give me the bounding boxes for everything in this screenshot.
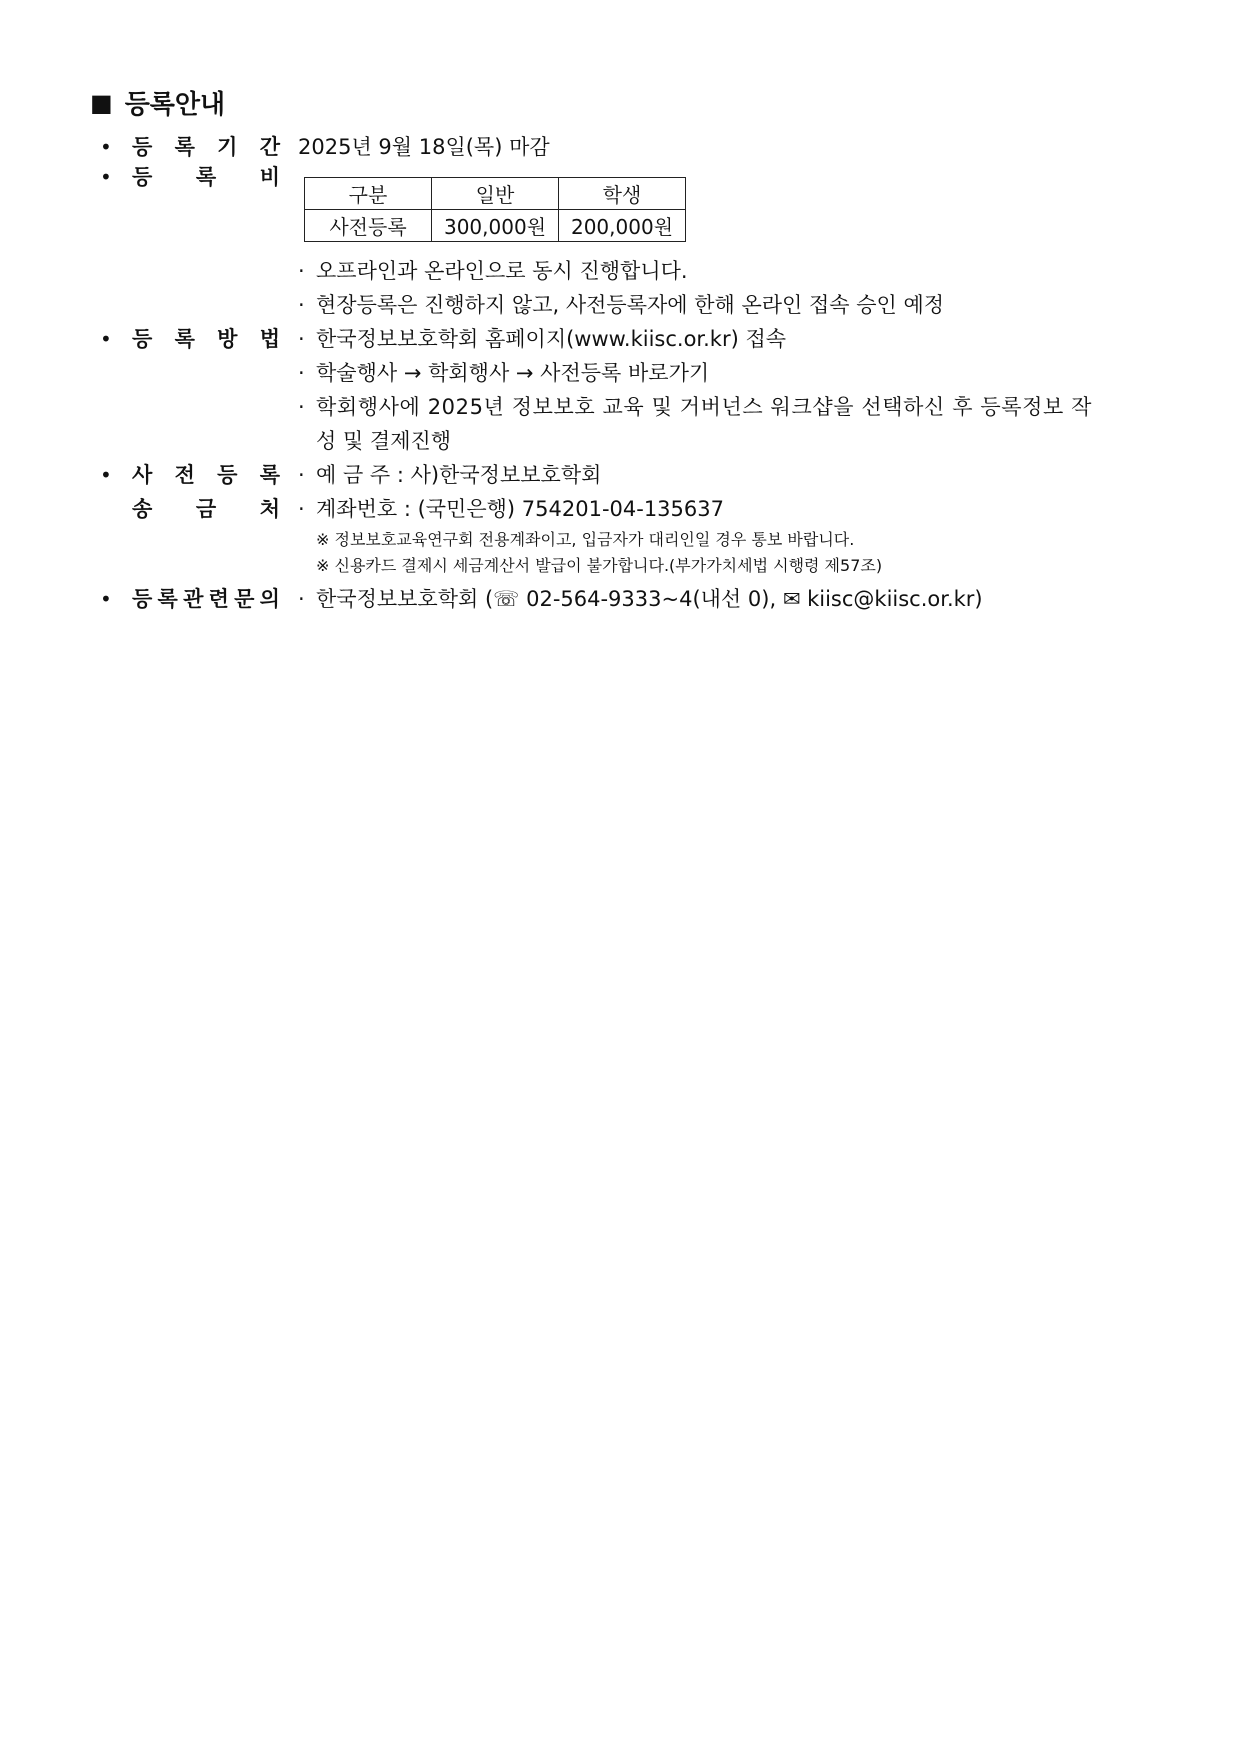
- fee-note: · 현장등록은 진행하지 않고, 사전등록자에 한해 온라인 접속 승인 예정: [298, 293, 945, 317]
- fee-label: 등 록 비: [132, 165, 280, 189]
- email-link: kiisc@kiisc.or.kr): [800, 587, 983, 611]
- period-label: 등 록 기 간: [132, 135, 280, 159]
- bullet-icon: •: [100, 135, 112, 159]
- bullet-icon: •: [100, 165, 112, 189]
- fee-row: [100, 162, 280, 192]
- section-title: [90, 84, 225, 121]
- method-row: [100, 324, 280, 354]
- method-label: 등 록 방 법: [132, 327, 280, 351]
- period-row: [100, 132, 280, 162]
- fee-header-cell: 학생: [559, 178, 686, 210]
- inquiry-row: [100, 584, 280, 614]
- envelope-icon: ✉: [782, 587, 801, 611]
- black-square-icon: ■: [90, 88, 113, 117]
- fee-table-header: [305, 178, 686, 210]
- period-value: 2025년 9월 18일(목) 마감: [298, 135, 550, 159]
- fee-header-cell: 구분: [305, 178, 432, 210]
- remit-note: ※ 신용카드 결제시 세금계산서 발급이 불가합니다.(부가가치세법 시행령 제57조): [316, 556, 883, 575]
- fee-cell: 사전등록: [305, 210, 432, 242]
- bullet-icon: •: [100, 463, 112, 487]
- remit-label-2: 송 금 처: [132, 497, 280, 521]
- method-line: · 학술행사 → 학회행사 → 사전등록 바로가기: [298, 361, 710, 385]
- remit-row: [100, 460, 280, 490]
- remit-label: 사 전 등 록: [132, 463, 280, 487]
- inquiry-label: 등 록 관 련 문 의: [132, 587, 280, 611]
- account-line: · 계좌번호 : (국민은행) 754201-04-135637: [298, 497, 724, 521]
- method-line: · 한국정보보호학회 홈페이지(www.kiisc.or.kr) 접속: [298, 327, 787, 351]
- depositor-line: · 예 금 주 : 사)한국정보보호학회: [298, 463, 602, 487]
- method-continuation: 성 및 결제진행: [316, 429, 452, 453]
- fee-note: · 오프라인과 온라인으로 동시 진행합니다.: [298, 259, 688, 283]
- fee-header-cell: 일반: [432, 178, 559, 210]
- fee-cell: 200,000원: [559, 210, 686, 242]
- method-line: · 학회행사에 2025년 정보보호 교육 및 거버넌스 워크샵을 선택하신 후 등록정보 작: [298, 395, 1093, 419]
- section-title-text: 등록안내: [124, 90, 226, 120]
- fee-cell: 300,000원: [432, 210, 559, 242]
- remit-row-2: [100, 494, 280, 524]
- phone-icon: ☏: [493, 587, 520, 611]
- bullet-icon: •: [100, 327, 112, 351]
- inquiry-line: · 한국정보보호학회 (☏ 02-564-9333~4(내선 0), ✉ kiisc@kiisc.or.kr): [298, 587, 983, 611]
- fee-table: [304, 177, 686, 242]
- remit-note: ※ 정보보호교육연구회 전용계좌이고, 입금자가 대리인일 경우 통보 바랍니다.: [316, 530, 855, 549]
- fee-table-row: [305, 210, 686, 242]
- bullet-icon: •: [100, 587, 112, 611]
